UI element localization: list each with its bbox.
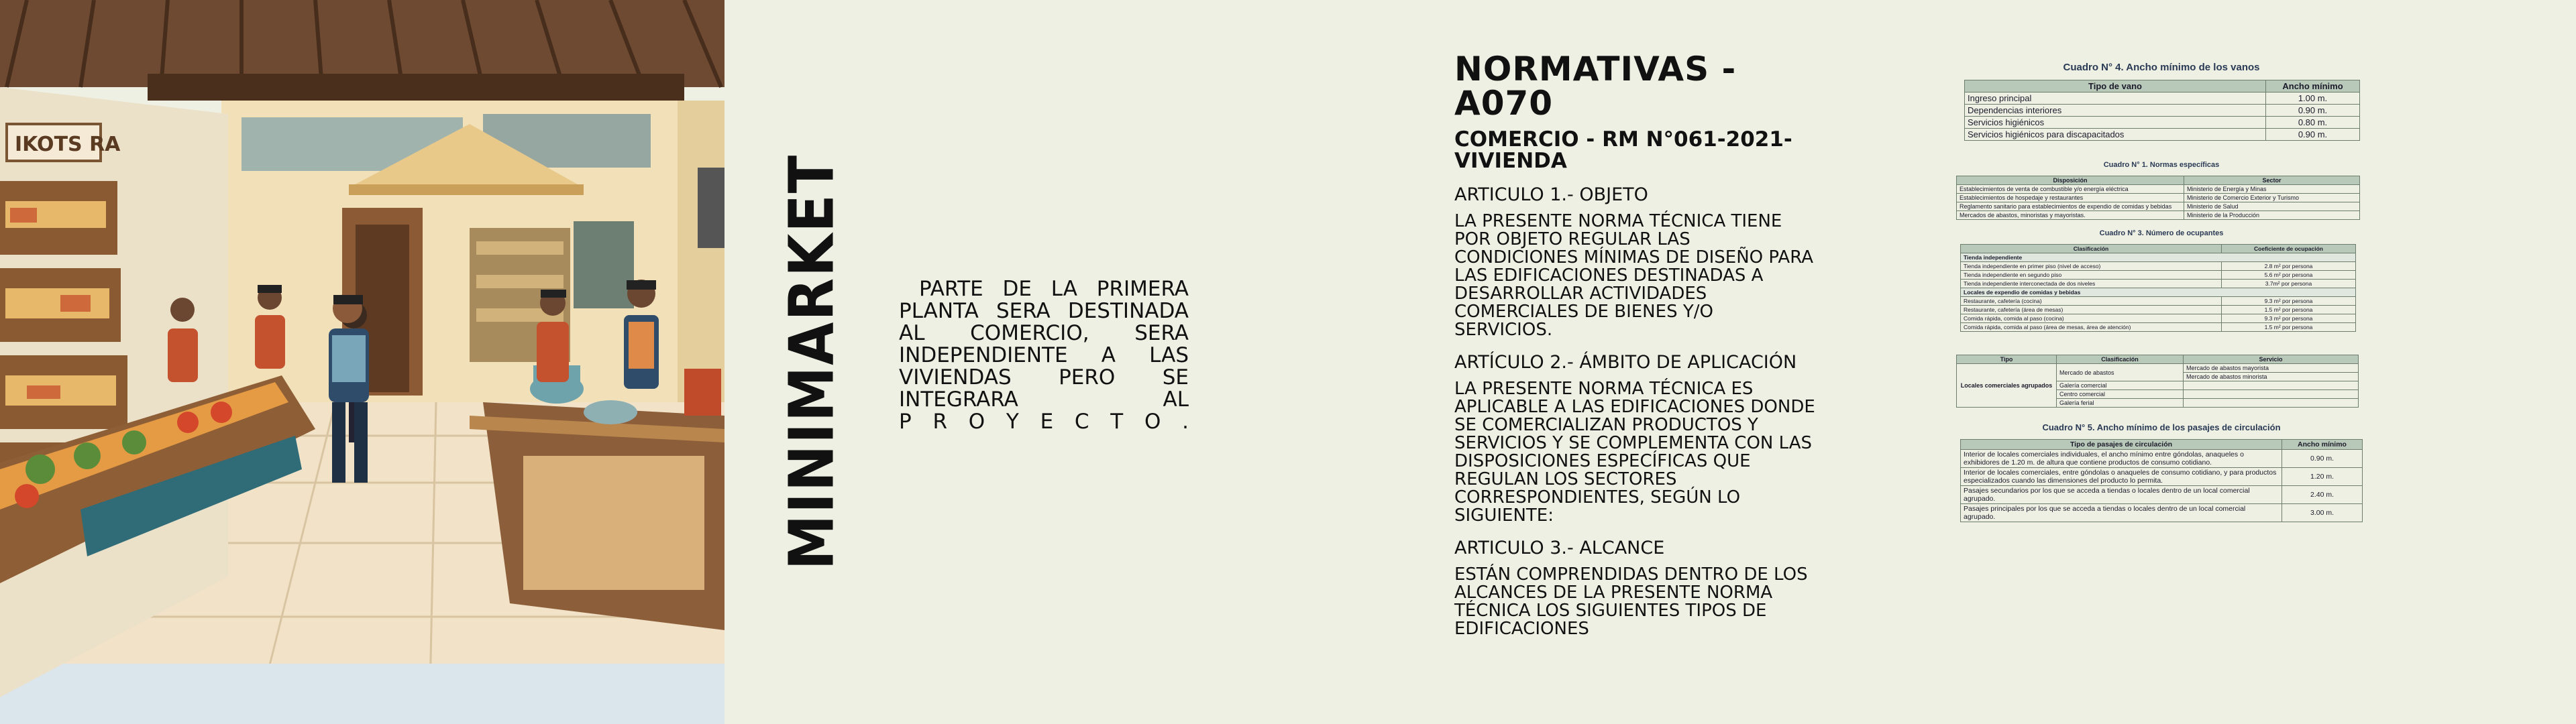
table-cell: Ministerio de la Producción <box>2184 211 2360 220</box>
table-cell: Comida rápida, comida al paso (área de mesas, área de atención) <box>1961 323 2222 332</box>
table-cell: 2.8 m² por persona <box>2222 262 2356 271</box>
table-cell: Interior de locales comerciales individuales, el ancho mínimo entre góndolas, anaqueles o exhibidores de 1.20 m. de altura que contiene productos de consumo cotidiano. <box>1961 450 2282 468</box>
table-cell: 1.5 m² por persona <box>2222 323 2356 332</box>
table-cell: Restaurante, cafetería (área de mesas) <box>1961 306 2222 314</box>
table-row <box>1961 262 2356 271</box>
table-row <box>1961 450 2363 468</box>
table1-caption: Cuadro N° 1. Normas específicas <box>2103 161 2220 169</box>
table1 <box>1956 176 2360 220</box>
title-line: A070 <box>1454 84 1554 123</box>
table5-caption: Cuadro N° 5. Ancho mínimo de los pasajes de circulación <box>2042 422 2281 432</box>
description-line: PARTE DE LA PRIMERA <box>919 277 1189 301</box>
title-line: NORMATIVAS - <box>1454 50 1737 88</box>
table-group-row <box>1961 288 2356 297</box>
table-header: Clasificación <box>1961 245 2222 253</box>
table-cell: 3.00 m. <box>2282 504 2363 522</box>
description-line: AL COMERCIO, SERA <box>899 321 1189 345</box>
table-cell: Locales comerciales agrupados <box>1957 364 2057 408</box>
table-cell <box>2184 399 2359 408</box>
table-row <box>1957 211 2360 220</box>
article-heading: ARTÍCULO 2.- ÁMBITO DE APLICACIÓN <box>1454 352 1797 373</box>
description-line: PLANTA SERA DESTINADA <box>899 299 1189 323</box>
normativas-section <box>1454 52 1817 638</box>
table-cell: Ingreso principal <box>1965 93 2266 105</box>
article-text: LA PRESENTE NORMA TÉCNICA TIENE POR OBJETO REGULAR LAS CONDICIONES MÍNIMAS DE DISEÑO PARA LAS EDIFICACIONES DESTINADAS A DESARROLLAR ACTIVIDADES COMERCIALES DE BIENES Y/O SERVICIOS. <box>1454 211 1814 340</box>
table-cell: Comida rápida, comida al paso (cocina) <box>1961 314 2222 323</box>
table-cell: 1.00 m. <box>2266 93 2360 105</box>
table-cell: Establecimientos de hospedaje y restaurantes <box>1957 194 2184 202</box>
table-row <box>1957 202 2360 211</box>
table-cell: 0.90 m. <box>2282 450 2363 468</box>
table3-caption: Cuadro N° 3. Número de ocupantes <box>2099 229 2224 237</box>
table-cell: Galería comercial <box>2057 381 2184 390</box>
description-line: INDEPENDIENTE A LAS <box>899 343 1189 367</box>
table-cell: 9.3 m² por persona <box>2222 297 2356 306</box>
table-cell: Ministerio de Comercio Exterior y Turismo <box>2184 194 2360 202</box>
table-cell: Locales de expendio de comidas y bebidas <box>1961 288 2356 297</box>
table-row <box>1961 280 2356 288</box>
table-header: Sector <box>2184 176 2360 185</box>
table-row <box>1957 185 2360 194</box>
table-header: Disposición <box>1957 176 2184 185</box>
table5 <box>1960 439 2363 522</box>
subtitle-line: COMERCIO - RM N°061-2021- <box>1454 127 1792 152</box>
table-cell: 3.7m² por persona <box>2222 280 2356 288</box>
table-cell: 1.5 m² por persona <box>2222 306 2356 314</box>
table-cell: Mercado de abastos <box>2057 364 2184 381</box>
description-line: P R O Y E C T O . <box>899 410 1189 434</box>
description-paragraph <box>899 278 1189 433</box>
table4 <box>1964 80 2360 141</box>
table-cell: Ministerio de Energía y Minas <box>2184 185 2360 194</box>
table-group-row <box>1961 253 2356 262</box>
table-cell: Establecimientos de venta de combustible y/o energía eléctrica <box>1957 185 2184 194</box>
table-cell: Interior de locales comerciales, entre góndolas o anaqueles de consumo cotidiano, y para productos especializados cuando las dimensiones del producto lo permita. <box>1961 468 2282 486</box>
table-cell: Reglamento sanitario para establecimientos de expendio de comidas y bebidas <box>1957 202 2184 211</box>
table2 <box>1956 355 2359 408</box>
normativas-subtitle <box>1454 129 1817 172</box>
table-header: Clasificación <box>2057 355 2184 364</box>
table-row <box>1965 93 2360 105</box>
table-cell: Servicios higiénicos para discapacitados <box>1965 129 2266 141</box>
table-header: Tipo de vano <box>1965 80 2266 93</box>
table-cell: Tienda independiente en primer piso (nivel de acceso) <box>1961 262 2222 271</box>
table-cell <box>2184 390 2359 399</box>
article-heading: ARTICULO 3.- ALCANCE <box>1454 538 1665 558</box>
table-cell: Tienda independiente <box>1961 253 2356 262</box>
article-heading: ARTICULO 1.- OBJETO <box>1454 184 1648 205</box>
side-title: MINIMARKET <box>775 154 848 570</box>
table-cell <box>2184 381 2359 390</box>
table-header: Servicio <box>2184 355 2359 364</box>
subtitle-line: VIVIENDA <box>1454 149 1567 173</box>
table-cell: 1.20 m. <box>2282 468 2363 486</box>
table-row <box>1961 486 2363 504</box>
table-row <box>1965 105 2360 117</box>
table-cell: Centro comercial <box>2057 390 2184 399</box>
table3 <box>1960 244 2356 332</box>
article-text: LA PRESENTE NORMA TÉCNICA ES APLICABLE A LAS EDIFICACIONES DONDE SE COMERCIALIZAN PRODUCTOS Y SERVICIOS Y SE COMPLEMENTA CON LAS DISPOSICIONES ESPECÍFICAS QUE REGULAN LOS SECTORES CORRESPONDIENTES, SEGÚN LO SIGUIENTE: <box>1454 379 1815 526</box>
table-cell: Restaurante, cafetería (cocina) <box>1961 297 2222 306</box>
description-line: VIVIENDAS PERO SE <box>899 365 1189 389</box>
description-line: INTEGRARA AL <box>899 387 1189 412</box>
table-row <box>1961 504 2363 522</box>
table-row <box>1961 271 2356 280</box>
table-cell: 2.40 m. <box>2282 486 2363 504</box>
table4-caption: Cuadro N° 4. Ancho mínimo de los vanos <box>2063 62 2260 73</box>
table-cell: Pasajes secundarios por los que se acceda a tiendas o locales dentro de un local comercial agrupado. <box>1961 486 2282 504</box>
table-header: Tipo de pasajes de circulación <box>1961 440 2282 450</box>
table-cell: Ministerio de Salud <box>2184 202 2360 211</box>
table-row <box>1965 129 2360 141</box>
table-cell: 0.90 m. <box>2266 105 2360 117</box>
market-illustration <box>0 0 724 724</box>
shop-sign-text: IKOTS RA <box>15 133 121 156</box>
table-cell: Mercado de abastos mayorista <box>2184 364 2359 373</box>
table-cell: 9.3 m² por persona <box>2222 314 2356 323</box>
table-cell: Dependencias interiores <box>1965 105 2266 117</box>
table-cell: Tienda independiente interconectada de dos niveles <box>1961 280 2222 288</box>
table-row <box>1961 468 2363 486</box>
table-header: Coeficiente de ocupación <box>2222 245 2356 253</box>
table-row <box>1965 117 2360 129</box>
table-row <box>1961 314 2356 323</box>
table-cell: 5.6 m² por persona <box>2222 271 2356 280</box>
table-cell: Pasajes principales por los que se acceda a tiendas o locales dentro de un local comercial agrupado. <box>1961 504 2282 522</box>
table-row <box>1957 194 2360 202</box>
table-row <box>1961 323 2356 332</box>
table-header: Ancho mínimo <box>2266 80 2360 93</box>
table-cell: Servicios higiénicos <box>1965 117 2266 129</box>
table-cell: 0.90 m. <box>2266 129 2360 141</box>
table-header: Ancho mínimo <box>2282 440 2363 450</box>
table-header: Tipo <box>1957 355 2057 364</box>
table-cell: Galería ferial <box>2057 399 2184 408</box>
table-row <box>1961 306 2356 314</box>
normativas-title <box>1454 52 1817 121</box>
article-text: ESTÁN COMPRENDIDAS DENTRO DE LOS ALCANCES DE LA PRESENTE NORMA TÉCNICA LOS SIGUIENTES TIPOS DE EDIFICACIONES <box>1454 564 1808 639</box>
table-cell: 0.80 m. <box>2266 117 2360 129</box>
tables-column <box>1956 62 2367 522</box>
table-cell: Tienda independiente en segundo piso <box>1961 271 2222 280</box>
table-row <box>1961 297 2356 306</box>
table-cell: Mercados de abastos, minoristas y mayoristas. <box>1957 211 2184 220</box>
table-row <box>1957 364 2359 373</box>
table-cell: Mercado de abastos minorista <box>2184 373 2359 381</box>
